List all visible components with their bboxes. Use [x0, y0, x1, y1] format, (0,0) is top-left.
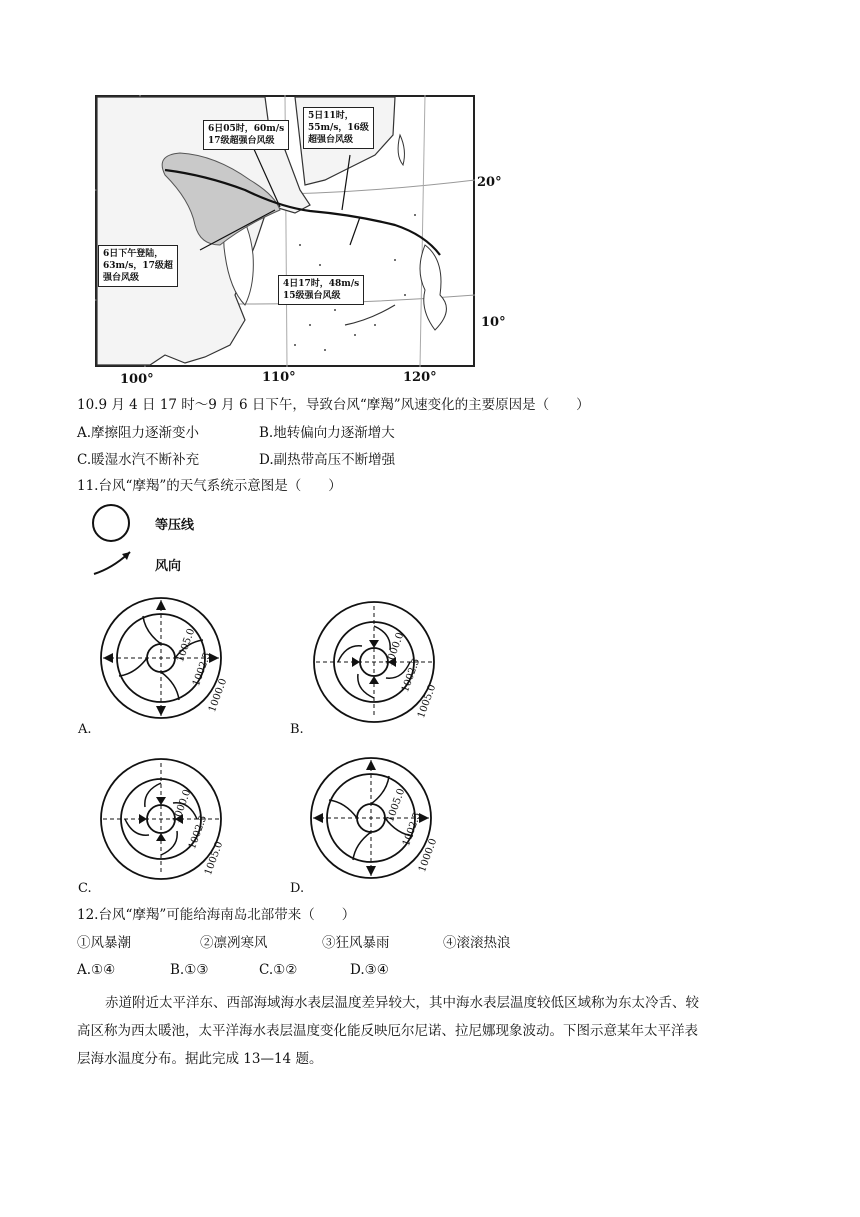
diagram-a-graphic	[95, 592, 250, 722]
q11-label-b: B.	[290, 722, 304, 737]
q10-option-a[interactable]: A.摩擦阻力逐渐变小	[77, 425, 200, 441]
lon-label-120: 120°	[403, 370, 437, 385]
q11-label-a: A.	[78, 722, 92, 737]
map-callout-5th-11h: 5日11时， 55m/s，16级 超强台风级	[303, 107, 374, 149]
q11-label-c: C.	[78, 881, 92, 896]
map-callout-landfall: 6日下午登陆， 63m/s，17级超 强台风级	[98, 245, 178, 287]
q10-option-c[interactable]: C.暖湿水汽不断补充	[77, 452, 200, 468]
q12-option-d[interactable]: D.③④	[350, 962, 389, 978]
diagram-b-graphic	[308, 598, 453, 728]
q12-item-4: ④滚滚热浪	[443, 935, 511, 951]
q10-option-d[interactable]: D.副热带高压不断增强	[259, 452, 396, 468]
legend-wind-label: 风向	[155, 559, 182, 574]
diagram-d-iso-outer: 1000.0	[417, 837, 440, 874]
diagram-c-iso-inner: 1000.0	[171, 788, 194, 825]
passage-line-2: 高区称为西太暖池，太平洋海水表层温度变化能反映厄尔尼诺、拉尼娜现象波动。下图示意某年太平洋表	[77, 1023, 698, 1039]
q12-option-c[interactable]: C.①②	[259, 962, 298, 978]
lat-label-10: 10°	[481, 315, 506, 330]
map-callout-4th-17h: 4日17时，48m/s 15级强台风级	[278, 275, 364, 305]
lon-label-100: 100°	[120, 372, 154, 387]
lat-label-20: 20°	[477, 175, 502, 190]
lon-label-110: 110°	[262, 370, 296, 385]
q11-diagram-b[interactable]	[308, 598, 453, 728]
diagram-d-iso-inner: 1005.0	[385, 787, 408, 824]
q10-stem: 10.9 月 4 日 17 时～9 月 6 日下午，导致台风“摩羯”风速变化的主要原因是（ ）	[77, 397, 590, 413]
passage-line-1: 赤道附近太平洋东、西部海域海水表层温度差异较大，其中海水表层温度较低区域称为东太冷舌、较	[105, 995, 699, 1011]
diagram-a-iso-inner: 1005.0	[175, 627, 198, 664]
q10-option-b[interactable]: B.地转偏向力逐渐增大	[259, 425, 395, 441]
diagram-c-iso-outer: 1005.0	[203, 840, 226, 877]
diagram-b-iso-inner: 1000.0	[384, 631, 407, 668]
q11-stem: 11.台风“摩羯”的天气系统示意图是（ ）	[77, 478, 342, 494]
diagram-b-iso-mid: 1002.5	[400, 657, 423, 694]
q12-option-b[interactable]: B.①③	[170, 962, 209, 978]
q11-diagram-a[interactable]	[95, 592, 250, 722]
diagram-d-iso-mid: 1002.5	[401, 811, 424, 848]
map-callout-6th-05h: 6日05时，60m/s 17级超强台风级	[203, 120, 289, 150]
q11-label-d: D.	[290, 881, 305, 896]
q11-diagram-c[interactable]	[95, 755, 250, 885]
q12-item-1: ①风暴潮	[77, 935, 131, 951]
q11-diagram-d[interactable]	[305, 752, 453, 882]
diagram-c-iso-mid: 1002.5	[187, 814, 210, 851]
q11-legend-symbols	[88, 500, 148, 580]
legend-isobar-label: 等压线	[155, 518, 195, 533]
diagram-a-iso-mid: 1002.5	[191, 651, 214, 688]
q12-item-2: ②凛冽寒风	[200, 935, 268, 951]
q12-stem: 12.台风“摩羯”可能给海南岛北部带来（ ）	[77, 907, 356, 923]
typhoon-map	[95, 95, 506, 367]
passage-line-3: 层海水温度分布。据此完成 13—14 题。	[77, 1051, 323, 1067]
diagram-b-iso-outer: 1005.0	[416, 683, 439, 720]
q12-option-a[interactable]: A.①④	[77, 962, 116, 978]
q12-item-3: ③狂风暴雨	[322, 935, 390, 951]
diagram-a-iso-outer: 1000.0	[207, 677, 230, 714]
